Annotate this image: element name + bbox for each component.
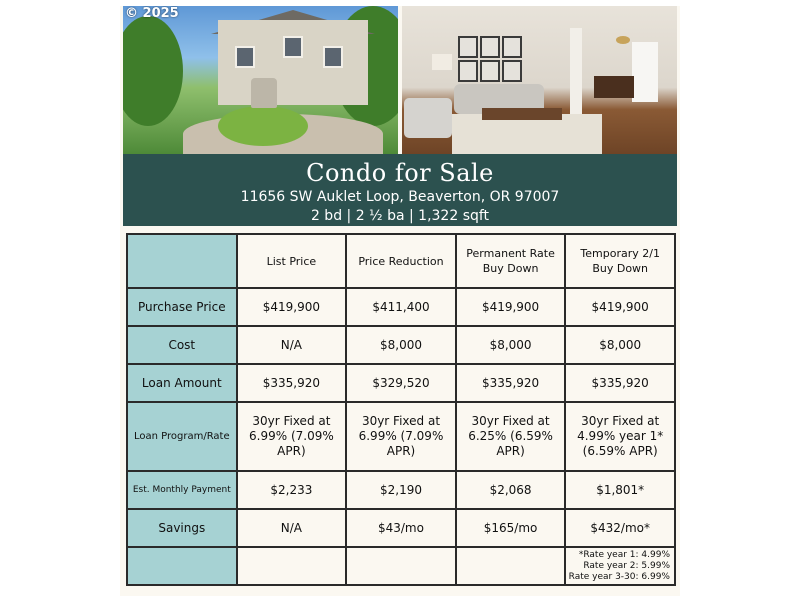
- row-label: Cost: [127, 326, 237, 364]
- table-cell: 30yr Fixed at 6.25% (6.59% APR): [456, 402, 566, 471]
- table-header-row: [127, 234, 675, 288]
- footnote-line: Rate year 2: 5.99%: [583, 560, 670, 571]
- table-cell: N/A: [237, 509, 347, 547]
- listing-banner: [123, 154, 677, 226]
- table-cell: $2,233: [237, 471, 347, 509]
- financing-comparison-table: [126, 233, 676, 586]
- empty-cell: [456, 547, 566, 585]
- empty-cell: [346, 547, 456, 585]
- table-row: [127, 364, 675, 402]
- photo-strip: [123, 6, 677, 154]
- table-cell: $419,900: [456, 288, 566, 326]
- header-list-price: List Price: [237, 234, 347, 288]
- table-cell: $165/mo: [456, 509, 566, 547]
- table-row: [127, 471, 675, 509]
- footnote-line: *Rate year 1: 4.99%: [578, 549, 670, 560]
- header-temporary-buydown: Temporary 2/1 Buy Down: [565, 234, 675, 288]
- row-label: Savings: [127, 509, 237, 547]
- exterior-photo: [123, 6, 398, 154]
- listing-specs: 2 bd | 2 ½ ba | 1,322 sqft: [310, 208, 490, 224]
- table-row: [127, 509, 675, 547]
- table-cell: $8,000: [456, 326, 566, 364]
- empty-label-cell: [127, 547, 237, 585]
- empty-cell: [237, 547, 347, 585]
- table-cell: 30yr Fixed at 4.99% year 1* (6.59% APR): [565, 402, 675, 471]
- table-cell: $8,000: [565, 326, 675, 364]
- row-label: Loan Program/Rate: [127, 402, 237, 471]
- table-cell: N/A: [237, 326, 347, 364]
- row-label: Loan Amount: [127, 364, 237, 402]
- rate-footnote: [565, 547, 675, 585]
- header-price-reduction: Price Reduction: [346, 234, 456, 288]
- table-cell: $335,920: [237, 364, 347, 402]
- header-cell-empty: [127, 234, 237, 288]
- table-cell: $1,801*: [565, 471, 675, 509]
- interior-photo: [402, 6, 677, 154]
- header-permanent-buydown: Permanent Rate Buy Down: [456, 234, 566, 288]
- copyright-watermark: © 2025: [125, 6, 179, 21]
- table-cell: $411,400: [346, 288, 456, 326]
- table-cell: $419,900: [237, 288, 347, 326]
- table-cell: $335,920: [565, 364, 675, 402]
- table-cell: 30yr Fixed at 6.99% (7.09% APR): [346, 402, 456, 471]
- table-footnote-row: [127, 547, 675, 585]
- row-label: Purchase Price: [127, 288, 237, 326]
- table-cell: $43/mo: [346, 509, 456, 547]
- table-cell: $432/mo*: [565, 509, 675, 547]
- table-cell: $2,068: [456, 471, 566, 509]
- table-cell: $2,190: [346, 471, 456, 509]
- table-cell: $8,000: [346, 326, 456, 364]
- row-label: Est. Monthly Payment: [127, 471, 237, 509]
- table-cell: $335,920: [456, 364, 566, 402]
- table-row: [127, 326, 675, 364]
- table-cell: $419,900: [565, 288, 675, 326]
- listing-title: Condo for Sale: [306, 159, 494, 187]
- table-row: [127, 288, 675, 326]
- listing-address: 11656 SW Auklet Loop, Beaverton, OR 97007: [240, 189, 560, 205]
- table-cell: $329,520: [346, 364, 456, 402]
- footnote-line: Rate year 3-30: 6.99%: [568, 571, 670, 582]
- table-row: [127, 402, 675, 471]
- table-cell: 30yr Fixed at 6.99% (7.09% APR): [237, 402, 347, 471]
